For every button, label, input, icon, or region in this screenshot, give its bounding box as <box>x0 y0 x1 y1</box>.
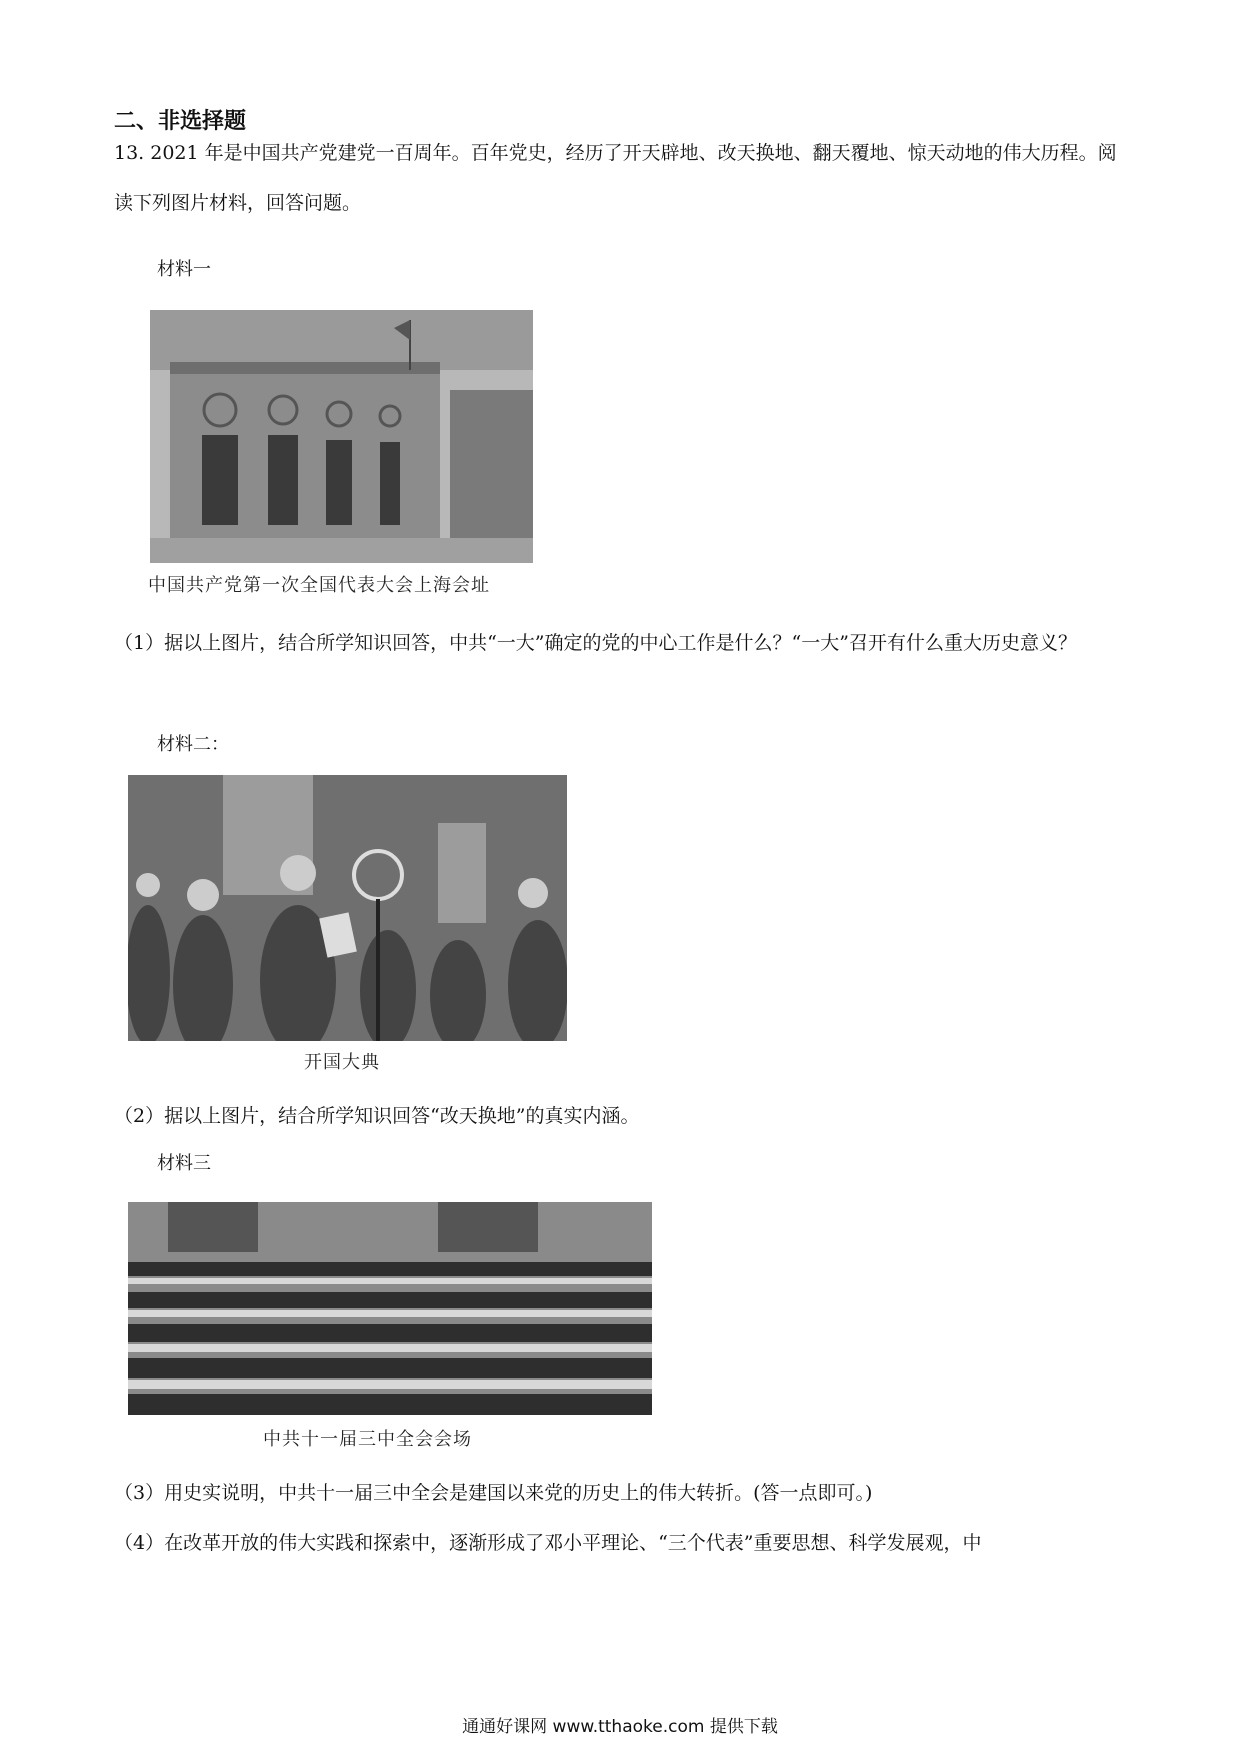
sub-question-4: （4）在改革开放的伟大实践和探索中，逐渐形成了邓小平理论、“三个代表”重要思想、科学发展观，中 <box>114 1532 982 1554</box>
footer-text: 通通好课网 www.tthaoke.com 提供下载 <box>462 1717 778 1737</box>
material-1-caption: 中国共产党第一次全国代表大会上海会址 <box>148 575 490 596</box>
section-title: 二、非选择题 <box>114 109 247 134</box>
photo-third-plenum-venue <box>128 1202 652 1415</box>
sub-question-1: （1）据以上图片，结合所学知识回答，中共“一大”确定的党的中心工作是什么？“一大”召开有什么重大历史意义？ <box>114 632 1077 654</box>
material-2-caption: 开国大典 <box>304 1052 380 1073</box>
question-intro: 13. 2021 年是中国共产党建党一百周年。百年党史，经历了开天辟地、改天换地、翻天覆地、惊天动地的伟大历程。阅读下列图片材料，回答问题。 <box>114 142 1117 214</box>
photo-first-congress-site <box>150 310 533 563</box>
material-3-label: 材料三 <box>157 1153 211 1174</box>
sub-question-2: （2）据以上图片，结合所学知识回答“改天换地”的真实内涵。 <box>114 1105 640 1127</box>
material-3-caption: 中共十一届三中全会会场 <box>263 1429 472 1450</box>
sub-question-3: （3）用史实说明，中共十一届三中全会是建国以来党的历史上的伟大转折。(答一点即可。) <box>114 1482 873 1504</box>
material-2-label: 材料二： <box>157 734 229 755</box>
material-1-label: 材料一 <box>157 259 211 280</box>
photo-founding-ceremony <box>128 775 567 1041</box>
